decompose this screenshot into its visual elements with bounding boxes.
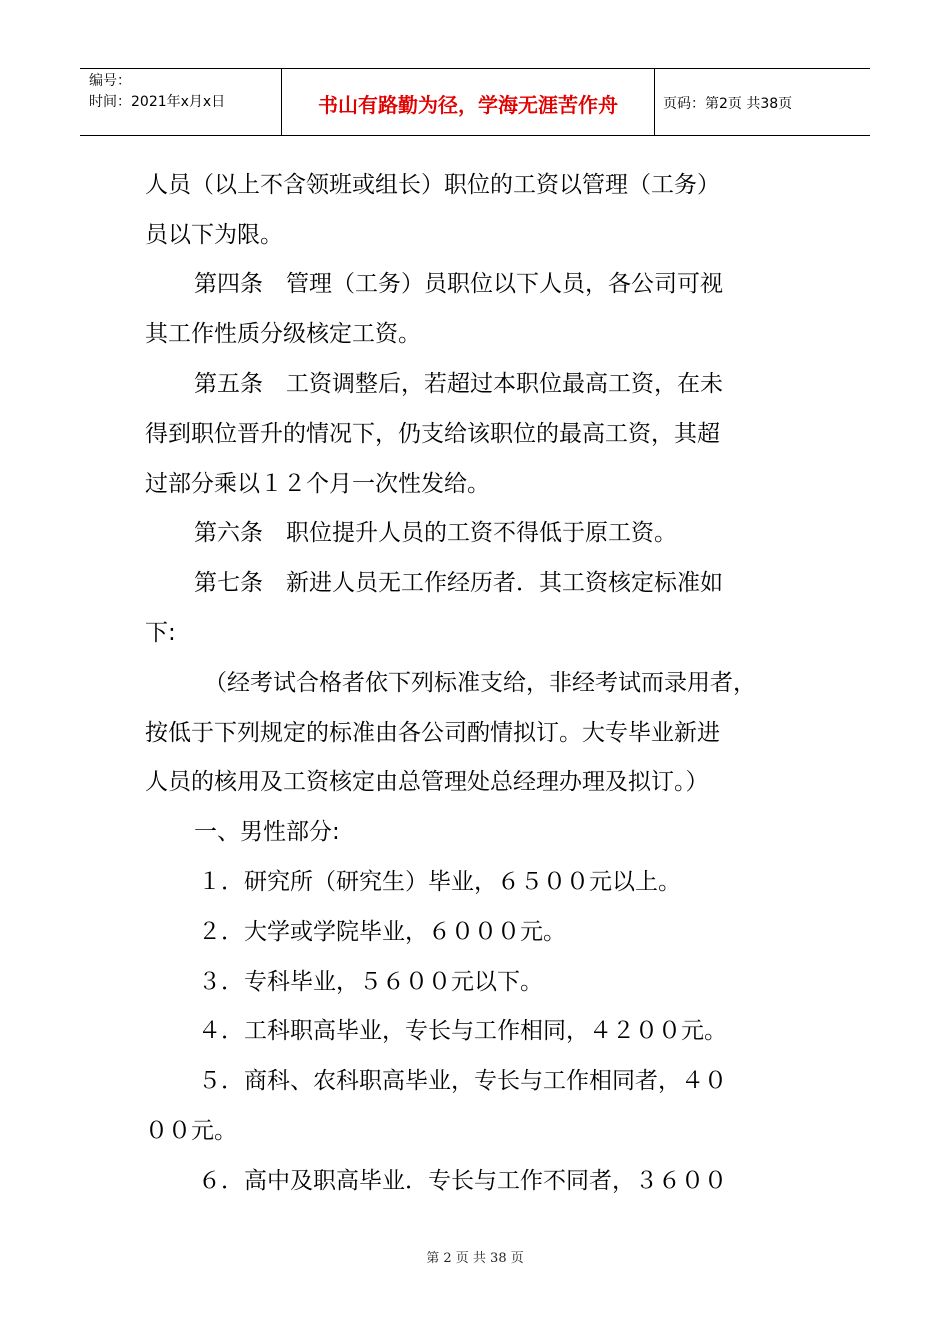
header-motto-cell [282,69,655,135]
header-meta-cell [80,69,282,135]
header-motto: 书山有路勤为径，学海无涯苦作舟 [318,93,618,117]
body-line: ３．专科毕业，５６００元以下。 [198,969,543,995]
body-line: 一、男性部分: [194,819,340,845]
body-line: （经考试合格者依下列标准支给，非经考试而录用者， [204,670,756,696]
body-line: 人员（以上不含领班或组长）职位的工资以管理（工务） [145,172,720,198]
body-line: 第五条 工资调整后，若超过本职位最高工资，在未 [194,371,723,397]
body-line: 第七条 新进人员无工作经历者．其工资核定标准如 [194,570,723,596]
header-page-info: 页码：第2页 共38页 [663,96,793,112]
body-line: 员以下为限。 [145,222,283,248]
body-line: 过部分乘以１２个月一次性发给。 [145,471,490,497]
body-line: 下: [145,620,176,646]
body-line: ２．大学或学院毕业，６０００元。 [198,919,566,945]
document-number-label: 编号： [89,73,131,89]
header-page-cell [655,69,870,135]
body-line: ５．商科、农科职高毕业，专长与工作相同者，４０ [198,1068,727,1094]
body-line: 得到职位晋升的情况下，仍支给该职位的最高工资，其超 [145,421,720,447]
body-line: ６．高中及职高毕业．专长与工作不同者，３６００ [198,1168,727,1194]
body-line: 人员的核用及工资核定由总管理处总经理办理及拟订。） [145,769,709,795]
body-line: 第四条 管理（工务）员职位以下人员，各公司可视 [194,271,723,297]
body-line: ４．工科职高毕业，专长与工作相同，４２００元。 [198,1018,727,1044]
body-line: 其工作性质分级核定工资。 [145,321,421,347]
body-line: １．研究所（研究生）毕业，６５００元以上。 [198,869,681,895]
body-line: 按低于下列规定的标准由各公司酌情拟订。大专毕业新进 [145,720,720,746]
body-line: 第六条 职位提升人员的工资不得低于原工资。 [194,520,677,546]
page-footer: 第 2 页 共 38 页 [426,1251,524,1266]
page-header [80,68,870,136]
body-line: ００元。 [145,1118,237,1144]
document-time-label: 时间：2021年x月x日 [89,94,226,110]
